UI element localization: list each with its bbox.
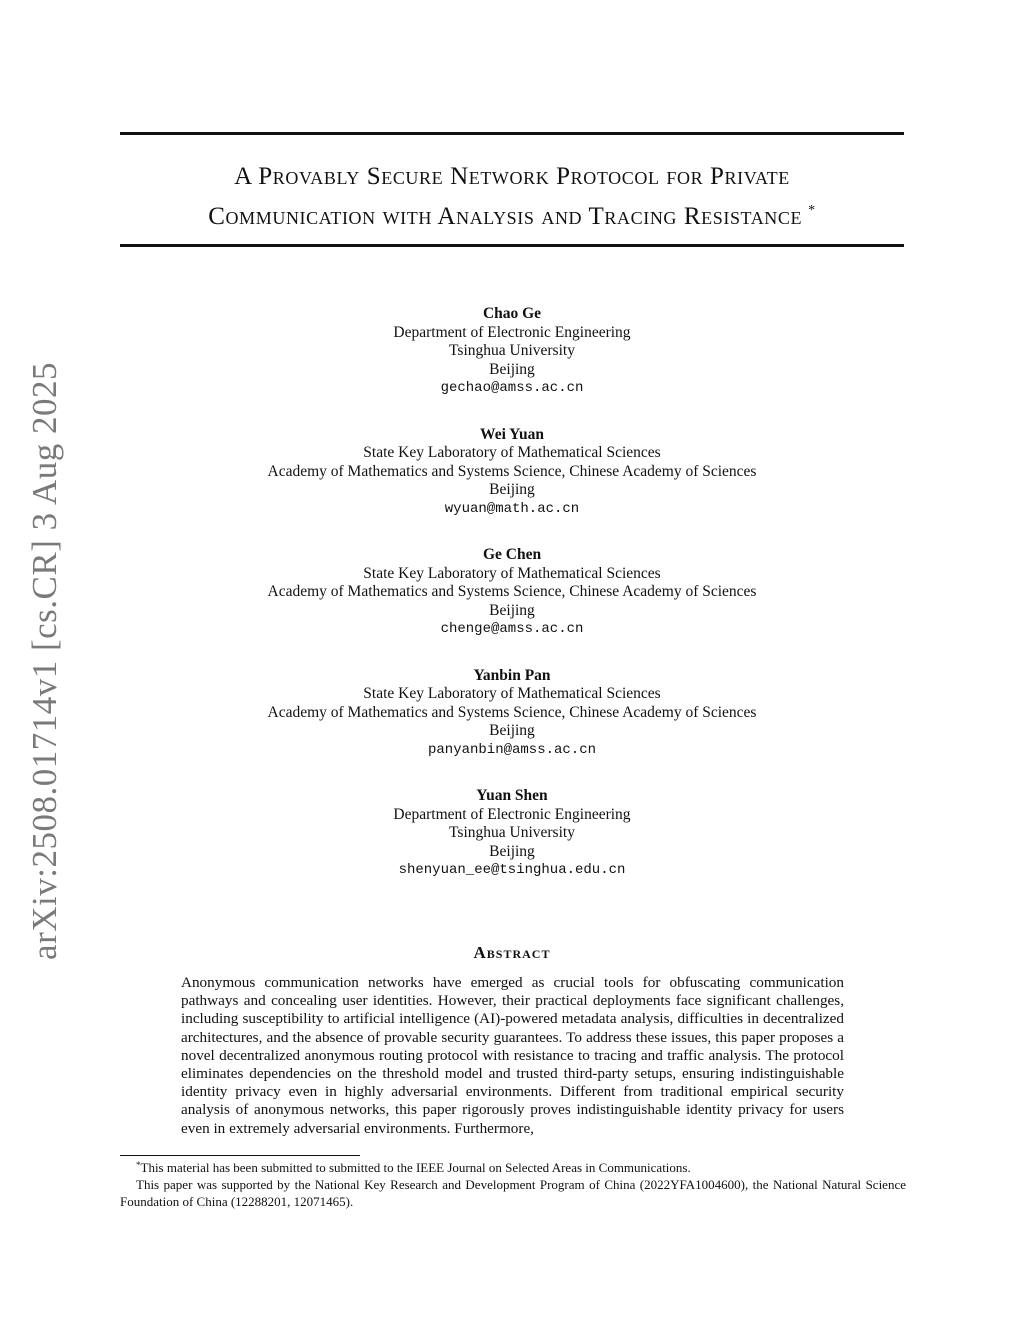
footnote-rule: [120, 1155, 360, 1156]
author-affiliation-line: Tsinghua University: [449, 824, 575, 841]
abstract-heading: Abstract: [473, 943, 551, 962]
author-affiliation-line: Beijing: [489, 842, 535, 860]
title-footnote-mark: *: [808, 203, 816, 218]
author-name: Yanbin Pan: [473, 666, 551, 684]
author-affiliation-line: Academy of Mathematics and Systems Science, Chinese Academy of Sciences: [267, 462, 757, 480]
paper-title: [110, 160, 914, 234]
author-affiliation-line: Academy of Mathematics and Systems Science, Chinese Academy of Sciences: [267, 703, 757, 721]
title-bottom-rule: [120, 244, 904, 247]
arxiv-identifier-text: arXiv:2508.01714v1 [cs.CR] 3 Aug 2025: [25, 362, 65, 960]
author-name: Wei Yuan: [480, 425, 544, 443]
author-affiliation-line: Beijing: [489, 722, 535, 739]
footnote-submission: [120, 1157, 906, 1176]
author-list: [112, 305, 912, 908]
author-block-ge-chen: [112, 546, 912, 639]
title-line-2: [110, 194, 914, 234]
arxiv-identifier-stamp: [16, 362, 74, 960]
author-block-yuan-shen: [112, 787, 912, 880]
abstract-text: Anonymous communication networks have emerged as crucial tools for obfuscating communication pathways and concealing user identities. However, their practical deployments face significant challenges, including susceptibility to artificial intelligence (AI)-powered metadata analysis, difficulties in decentralized architectures, and the absence of provable security guarantees. To address these issues, this paper proposes a novel decentralized anonymous routing protocol with resistance to tracing and traffic analysis. The protocol eliminates dependencies on the threshold model and trusted third-party setups, ensuring indistinguishable identity privacy even in highly adversarial environments. Different from traditional empirical security analysis of anonymous networks, this paper rigorously proves indistinguishable identity privacy for users even in extremely adversarial environments. Furthermore,: [181, 974, 844, 1137]
author-affiliation-line: Tsinghua University: [449, 342, 575, 359]
author-email: panyanbin@amss.ac.cn: [427, 741, 597, 758]
author-affiliation-line: State Key Laboratory of Mathematical Sciences: [363, 685, 661, 702]
footnotes: [120, 1157, 906, 1210]
footnote-mark: *: [136, 1160, 141, 1170]
author-block-chao-ge: [112, 305, 912, 398]
author-affiliation-line: State Key Laboratory of Mathematical Sciences: [363, 444, 661, 461]
author-block-wei-yuan: [112, 426, 912, 519]
title-line-1: A Provably Secure Network Protocol for Private: [234, 163, 790, 190]
author-affiliation-line: Academy of Mathematics and Systems Science, Chinese Academy of Sciences: [267, 583, 757, 600]
author-email: chenge@amss.ac.cn: [440, 621, 584, 637]
footnote-submission-text: This material has been submitted to submitted to the IEEE Journal on Selected Areas in Communications.: [140, 1160, 691, 1175]
footnote-funding: This paper was supported by the National Key Research and Development Program of China (2022YFA1004600), the National Natural Science Foundation of China (12288201, 12071465).: [120, 1177, 906, 1209]
title-top-rule: [120, 132, 904, 135]
author-affiliation-line: Department of Electronic Engineering: [393, 323, 631, 341]
author-affiliation-line: Department of Electronic Engineering: [393, 805, 631, 823]
author-affiliation-line: Beijing: [489, 601, 535, 619]
author-affiliation-line: Beijing: [489, 481, 535, 498]
author-block-yanbin-pan: [112, 667, 912, 760]
author-name: Chao Ge: [482, 305, 542, 322]
author-name: Ge Chen: [482, 546, 542, 563]
author-email: gechao@amss.ac.cn: [440, 380, 584, 396]
author-affiliation-line: Beijing: [489, 360, 535, 378]
author-affiliation-line: State Key Laboratory of Mathematical Sciences: [363, 564, 661, 582]
author-name: Yuan Shen: [476, 787, 548, 804]
author-email: wyuan@math.ac.cn: [444, 500, 580, 517]
title-line-2-text: Communication with Analysis and Tracing Resistance: [208, 203, 803, 230]
author-email: shenyuan_ee@tsinghua.edu.cn: [398, 862, 626, 878]
